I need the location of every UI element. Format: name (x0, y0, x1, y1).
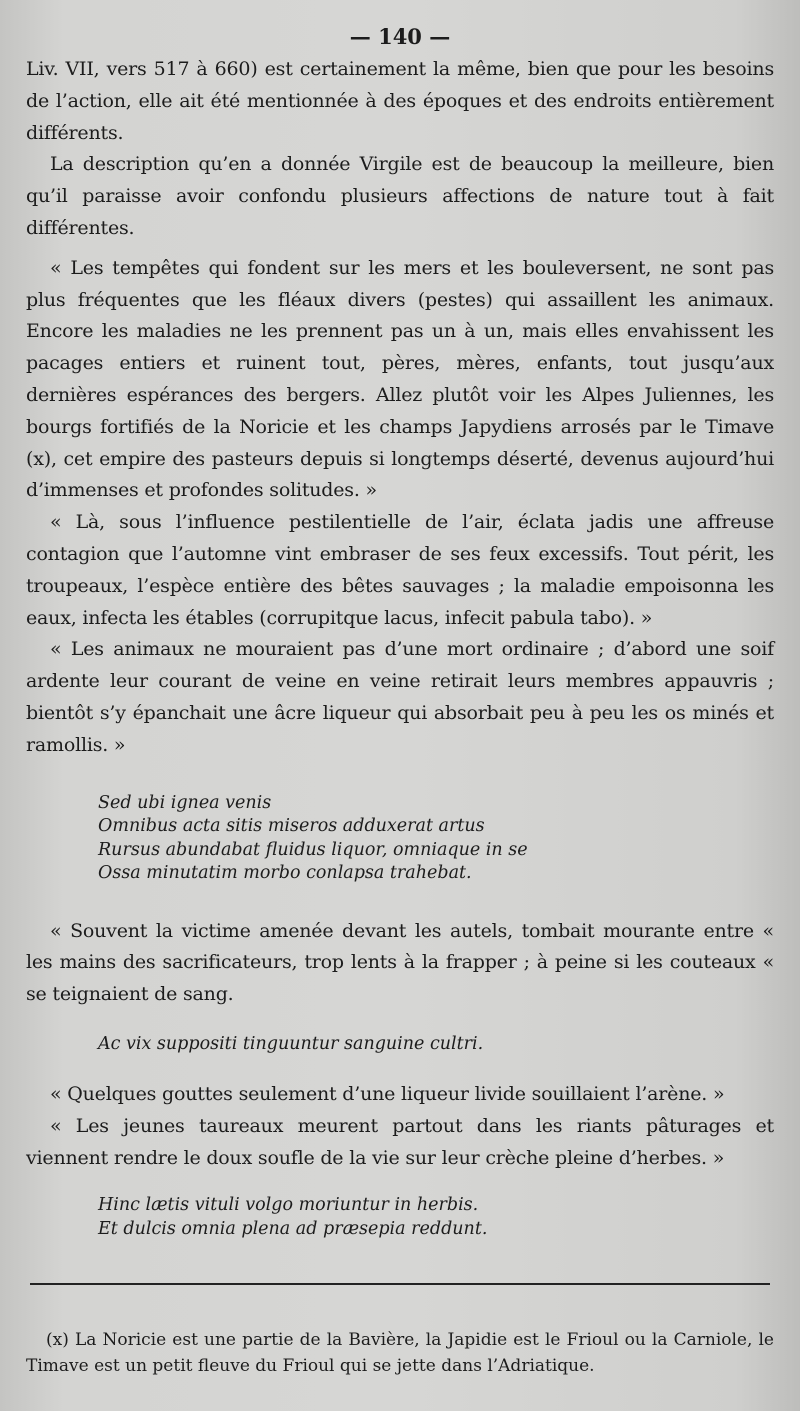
latin-verse-block-2 (98, 1031, 774, 1057)
verse-line: Et dulcis omnia plena ad præsepia reddunt. (98, 1218, 488, 1239)
verse-line: Sed ubi ignea venis (98, 792, 272, 813)
paragraph-virgile-description: La description qu’en a donnée Virgile est de beaucoup la meilleure, bien qu’il paraisse avoir confondu plusieurs affections de nature tout à fait différentes. (26, 153, 774, 239)
paragraph-quote-tempetes: « Les tempêtes qui fondent sur les mers et les bouleversent, ne sont pas plus fréquentes que les fléaux divers (pestes) qui assaillent les animaux. Encore les maladies ne les prennent pas un à un, mais elles envahissent les pacages entiers et ruinent tout, pères, mères, enfants, tout jusqu’aux dernières espérances des bergers. Allez plutôt voir les Alpes Juliennes, les bourgs fortifiés de la Noricie et les champs Japydiens arrosés par le Timave (x), cet empire des pasteurs depuis si longtemps déserté, devenus aujourd’hui d’immenses et profondes solitudes. » (26, 256, 774, 502)
paragraph-quote-taureaux: « Les jeunes taureaux meurent partout dans les riants pâturages et viennent rendre le doux soufle de la vie sur leur crèche pleine d’herbes. » (26, 1114, 774, 1169)
paragraph-continuation: Liv. VII, vers 517 à 660) est certainement la même, bien que pour les besoins de l’action, elle ait été mentionnée à des époques et des endroits entièrement différents. (26, 58, 774, 144)
latin-verse-block-3 (98, 1194, 774, 1241)
verse-line: Ossa minutatim morbo conlapsa trahebat. (98, 863, 472, 884)
page-number: — 140 — (349, 24, 451, 49)
paragraph-quote-animaux: « Les animaux ne mouraient pas d’une mort ordinaire ; d’abord une soif ardente leur courant de veine en veine retirait leurs membres appauvris ; bientôt s’y épanchait une âcre liqueur qui absorbait peu à peu les os minés et ramollis. » (26, 638, 774, 756)
verse-line: Rursus abundabat fluidus liquor, omniaque in se (98, 839, 528, 860)
verse-line: Hinc lætis vituli volgo moriuntur in herbis. (98, 1195, 479, 1216)
paragraph-quote-contagion: « Là, sous l’influence pestilentielle de l’air, éclata jadis une affreuse contagion que l’automne vint embraser de ses feux excessifs. Tout périt, les troupeaux, l’espèce entière des bêtes sauvages ; la maladie empoisonna les eaux, infecta les étables (corrupitque lacus, infecit pabula tabo). » (26, 511, 774, 629)
footnote-divider (30, 1283, 770, 1285)
paragraph-quote-gouttes: « Quelques gouttes seulement d’une liqueur livide souillaient l’arène. » (50, 1082, 725, 1105)
paragraph-quote-victime: « Souvent la victime amenée devant les autels, tombait mourante entre « les mains des sacrificateurs, trop lents à la frapper ; à peine si les couteaux « se teignaient de sang. (26, 919, 774, 1006)
footnote: (x) La Noricie est une partie de la Bavière, la Japidie est le Frioul ou la Carniole, le Timave est un petit fleuve du Frioul qui se jette dans l’Adriatique. (26, 1330, 774, 1377)
verse-line: Ac vix suppositi tinguuntur sanguine cultri. (98, 1033, 484, 1054)
latin-verse-block-1 (98, 792, 774, 886)
verse-line: Omnibus acta sitis miseros adduxerat artus (98, 816, 485, 837)
